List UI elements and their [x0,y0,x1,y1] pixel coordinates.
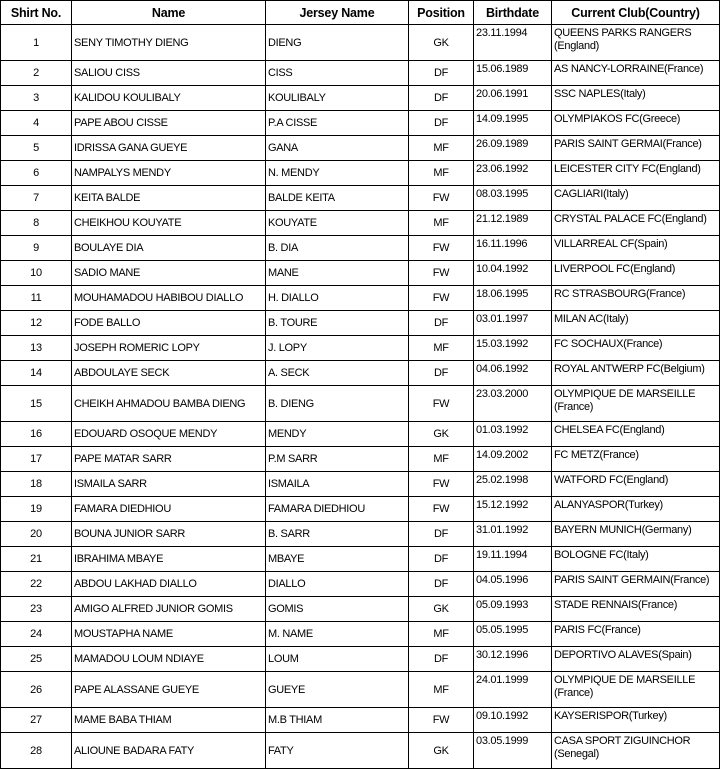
shirt-number-cell: 15 [1,386,72,422]
player-name-cell: KALIDOU KOULIBALY [72,86,266,111]
position-cell: FW [409,261,474,286]
header-club: Current Club(Country) [552,1,720,25]
shirt-number-cell: 2 [1,61,72,86]
position-cell: MF [409,447,474,472]
table-row [1,622,720,647]
current-club-cell: AS NANCY-LORRAINE(France) [552,61,720,86]
position-cell: FW [409,386,474,422]
current-club-cell: QUEENS PARKS RANGERS (England) [552,25,720,61]
current-club-cell: CHELSEA FC(England) [552,422,720,447]
player-name-cell: BOUNA JUNIOR SARR [72,522,266,547]
player-name-cell: NAMPALYS MENDY [72,161,266,186]
table-row [1,597,720,622]
shirt-number-cell: 10 [1,261,72,286]
current-club-cell: FC METZ(France) [552,447,720,472]
birthdate-cell: 23.06.1992 [474,161,552,186]
position-cell: FW [409,186,474,211]
current-club-cell: OLYMPIQUE DE MARSEILLE (France) [552,386,720,422]
shirt-number-cell: 13 [1,336,72,361]
birthdate-cell: 18.06.1995 [474,286,552,311]
table-row [1,25,720,61]
jersey-name-cell: DIALLO [266,572,409,597]
birthdate-cell: 05.05.1995 [474,622,552,647]
player-name-cell: CHEIKH AHMADOU BAMBA DIENG [72,386,266,422]
player-name-cell: FAMARA DIEDHIOU [72,497,266,522]
current-club-cell: ROYAL ANTWERP FC(Belgium) [552,361,720,386]
player-name-cell: JOSEPH ROMERIC LOPY [72,336,266,361]
jersey-name-cell: J. LOPY [266,336,409,361]
position-cell: FW [409,708,474,733]
shirt-number-cell: 20 [1,522,72,547]
player-name-cell: BOULAYE DIA [72,236,266,261]
shirt-number-cell: 24 [1,622,72,647]
current-club-cell: PARIS FC(France) [552,622,720,647]
shirt-number-cell: 8 [1,211,72,236]
table-row [1,447,720,472]
current-club-cell: VILLARREAL CF(Spain) [552,236,720,261]
jersey-name-cell: B. DIENG [266,386,409,422]
table-row [1,111,720,136]
position-cell: GK [409,597,474,622]
birthdate-cell: 23.03.2000 [474,386,552,422]
birthdate-cell: 15.12.1992 [474,497,552,522]
position-cell: DF [409,311,474,336]
current-club-cell: RC STRASBOURG(France) [552,286,720,311]
shirt-number-cell: 9 [1,236,72,261]
birthdate-cell: 25.02.1998 [474,472,552,497]
current-club-cell: OLYMPIQUE DE MARSEILLE (France) [552,672,720,708]
jersey-name-cell: P.A CISSE [266,111,409,136]
birthdate-cell: 21.12.1989 [474,211,552,236]
position-cell: MF [409,136,474,161]
current-club-cell: ALANYASPOR(Turkey) [552,497,720,522]
jersey-name-cell: A. SECK [266,361,409,386]
shirt-number-cell: 11 [1,286,72,311]
player-name-cell: IDRISSA GANA GUEYE [72,136,266,161]
header-name: Name [72,1,266,25]
jersey-name-cell: B. TOURE [266,311,409,336]
player-name-cell: AMIGO ALFRED JUNIOR GOMIS [72,597,266,622]
current-club-cell: PARIS SAINT GERMAI(France) [552,136,720,161]
player-name-cell: ISMAILA SARR [72,472,266,497]
jersey-name-cell: CISS [266,61,409,86]
table-row [1,161,720,186]
player-name-cell: MOUHAMADOU HABIBOU DIALLO [72,286,266,311]
player-name-cell: EDOUARD OSOQUE MENDY [72,422,266,447]
position-cell: MF [409,622,474,647]
position-cell: MF [409,211,474,236]
birthdate-cell: 04.06.1992 [474,361,552,386]
position-cell: DF [409,547,474,572]
position-cell: MF [409,672,474,708]
position-cell: FW [409,472,474,497]
birthdate-cell: 05.09.1993 [474,597,552,622]
current-club-cell: PARIS SAINT GERMAIN(France) [552,572,720,597]
shirt-number-cell: 14 [1,361,72,386]
current-club-cell: FC SOCHAUX(France) [552,336,720,361]
position-cell: DF [409,522,474,547]
position-cell: MF [409,336,474,361]
current-club-cell: STADE RENNAIS(France) [552,597,720,622]
jersey-name-cell: H. DIALLO [266,286,409,311]
shirt-number-cell: 4 [1,111,72,136]
jersey-name-cell: KOULIBALY [266,86,409,111]
jersey-name-cell: KOUYATE [266,211,409,236]
jersey-name-cell: MENDY [266,422,409,447]
table-row [1,386,720,422]
birthdate-cell: 20.06.1991 [474,86,552,111]
position-cell: DF [409,86,474,111]
current-club-cell: WATFORD FC(England) [552,472,720,497]
table-row [1,422,720,447]
shirt-number-cell: 1 [1,25,72,61]
header-birthdate: Birthdate [474,1,552,25]
header-shirt-no: Shirt No. [1,1,72,25]
table-row [1,497,720,522]
player-name-cell: IBRAHIMA MBAYE [72,547,266,572]
birthdate-cell: 03.01.1997 [474,311,552,336]
player-name-cell: MOUSTAPHA NAME [72,622,266,647]
player-name-cell: SALIOU CISS [72,61,266,86]
shirt-number-cell: 7 [1,186,72,211]
jersey-name-cell: P.M SARR [266,447,409,472]
birthdate-cell: 30.12.1996 [474,647,552,672]
table-row [1,361,720,386]
birthdate-cell: 10.04.1992 [474,261,552,286]
shirt-number-cell: 18 [1,472,72,497]
table-row [1,311,720,336]
current-club-cell: KAYSERISPOR(Turkey) [552,708,720,733]
position-cell: FW [409,236,474,261]
position-cell: DF [409,572,474,597]
player-name-cell: KEITA BALDE [72,186,266,211]
player-name-cell: SADIO MANE [72,261,266,286]
player-name-cell: ALIOUNE BADARA FATY [72,733,266,769]
table-row [1,61,720,86]
shirt-number-cell: 5 [1,136,72,161]
table-row [1,522,720,547]
shirt-number-cell: 25 [1,647,72,672]
current-club-cell: CRYSTAL PALACE FC(England) [552,211,720,236]
position-cell: FW [409,286,474,311]
birthdate-cell: 14.09.1995 [474,111,552,136]
player-name-cell: FODE BALLO [72,311,266,336]
current-club-cell: OLYMPIAKOS FC(Greece) [552,111,720,136]
current-club-cell: LEICESTER CITY FC(England) [552,161,720,186]
birthdate-cell: 14.09.2002 [474,447,552,472]
jersey-name-cell: ISMAILA [266,472,409,497]
birthdate-cell: 01.03.1992 [474,422,552,447]
current-club-cell: BAYERN MUNICH(Germany) [552,522,720,547]
table-row [1,236,720,261]
shirt-number-cell: 23 [1,597,72,622]
current-club-cell: SSC NAPLES(Italy) [552,86,720,111]
position-cell: DF [409,111,474,136]
table-row [1,211,720,236]
table-row [1,572,720,597]
shirt-number-cell: 22 [1,572,72,597]
player-name-cell: PAPE ABOU CISSE [72,111,266,136]
birthdate-cell: 19.11.1994 [474,547,552,572]
birthdate-cell: 31.01.1992 [474,522,552,547]
header-jersey-name: Jersey Name [266,1,409,25]
jersey-name-cell: M.B THIAM [266,708,409,733]
position-cell: GK [409,733,474,769]
shirt-number-cell: 6 [1,161,72,186]
birthdate-cell: 26.09.1989 [474,136,552,161]
position-cell: DF [409,61,474,86]
position-cell: FW [409,497,474,522]
shirt-number-cell: 12 [1,311,72,336]
jersey-name-cell: LOUM [266,647,409,672]
jersey-name-cell: M. NAME [266,622,409,647]
jersey-name-cell: GANA [266,136,409,161]
birthdate-cell: 03.05.1999 [474,733,552,769]
current-club-cell: BOLOGNE FC(Italy) [552,547,720,572]
birthdate-cell: 16.11.1996 [474,236,552,261]
current-club-cell: DEPORTIVO ALAVES(Spain) [552,647,720,672]
jersey-name-cell: B. SARR [266,522,409,547]
position-cell: DF [409,361,474,386]
shirt-number-cell: 17 [1,447,72,472]
player-name-cell: MAME BABA THIAM [72,708,266,733]
jersey-name-cell: FATY [266,733,409,769]
table-row [1,336,720,361]
table-row [1,647,720,672]
shirt-number-cell: 16 [1,422,72,447]
shirt-number-cell: 19 [1,497,72,522]
table-row [1,733,720,769]
player-name-cell: ABDOULAYE SECK [72,361,266,386]
shirt-number-cell: 28 [1,733,72,769]
player-name-cell: MAMADOU LOUM NDIAYE [72,647,266,672]
jersey-name-cell: GOMIS [266,597,409,622]
player-name-cell: ABDOU LAKHAD DIALLO [72,572,266,597]
player-name-cell: SENY TIMOTHY DIENG [72,25,266,61]
jersey-name-cell: MBAYE [266,547,409,572]
current-club-cell: CAGLIARI(Italy) [552,186,720,211]
table-row [1,186,720,211]
position-cell: GK [409,422,474,447]
current-club-cell: MILAN AC(Italy) [552,311,720,336]
shirt-number-cell: 27 [1,708,72,733]
current-club-cell: CASA SPORT ZIGUINCHOR (Senegal) [552,733,720,769]
table-row [1,136,720,161]
shirt-number-cell: 21 [1,547,72,572]
jersey-name-cell: DIENG [266,25,409,61]
position-cell: GK [409,25,474,61]
birthdate-cell: 24.01.1999 [474,672,552,708]
header-position: Position [409,1,474,25]
table-row [1,672,720,708]
birthdate-cell: 09.10.1992 [474,708,552,733]
position-cell: MF [409,161,474,186]
shirt-number-cell: 3 [1,86,72,111]
table-row [1,286,720,311]
jersey-name-cell: BALDE KEITA [266,186,409,211]
birthdate-cell: 15.06.1989 [474,61,552,86]
position-cell: DF [409,647,474,672]
table-row [1,472,720,497]
table-row [1,261,720,286]
table-row [1,547,720,572]
jersey-name-cell: B. DIA [266,236,409,261]
table-row [1,86,720,111]
jersey-name-cell: GUEYE [266,672,409,708]
jersey-name-cell: N. MENDY [266,161,409,186]
birthdate-cell: 04.05.1996 [474,572,552,597]
birthdate-cell: 23.11.1994 [474,25,552,61]
player-name-cell: PAPE ALASSANE GUEYE [72,672,266,708]
shirt-number-cell: 26 [1,672,72,708]
player-name-cell: PAPE MATAR SARR [72,447,266,472]
birthdate-cell: 15.03.1992 [474,336,552,361]
birthdate-cell: 08.03.1995 [474,186,552,211]
header-row [1,1,720,25]
player-name-cell: CHEIKHOU KOUYATE [72,211,266,236]
table-row [1,708,720,733]
current-club-cell: LIVERPOOL FC(England) [552,261,720,286]
jersey-name-cell: MANE [266,261,409,286]
jersey-name-cell: FAMARA DIEDHIOU [266,497,409,522]
